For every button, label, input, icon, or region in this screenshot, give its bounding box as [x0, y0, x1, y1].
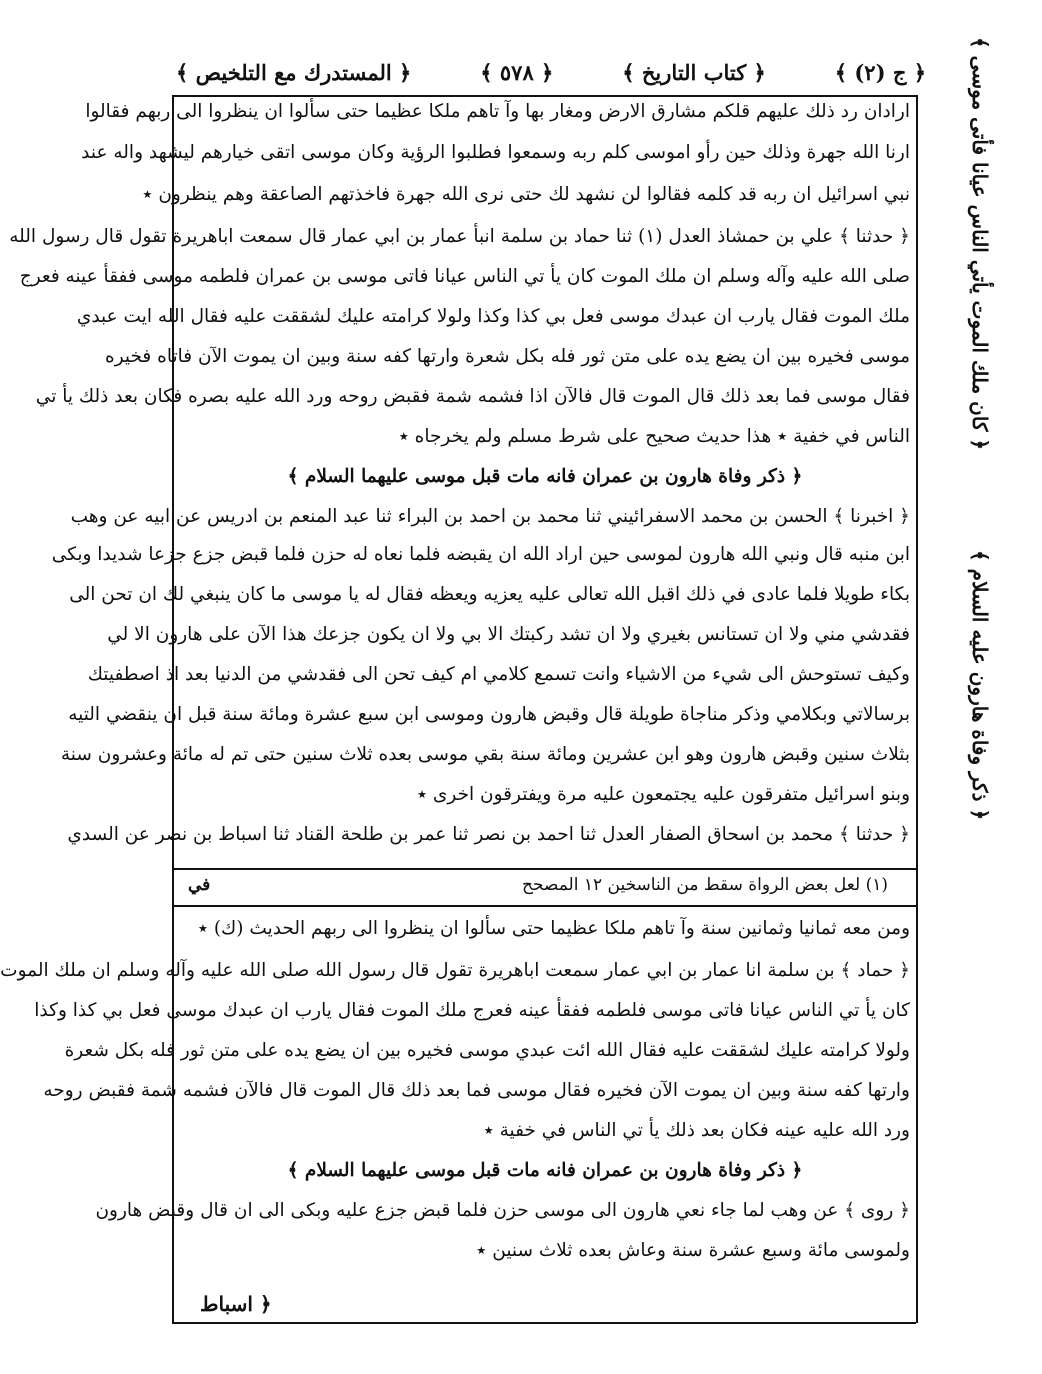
talkhis-line: كان يأ تي الناس عيانا فاتى موسى فلطمه ففقأ عينه فعرج ملك الموت فقال يارب ان عبدك موسى فعل بي كذا وكذا — [34, 1000, 910, 1021]
footnote-word: في — [188, 875, 211, 895]
main-line: فقال موسى فما بعد ذلك قال الموت قال فالآن اذا فشمه شمة فقبض روحه ورد الله عليه بصره فكان بعد ذلك يأ تي — [35, 386, 910, 407]
bottom-rule — [172, 1322, 916, 1324]
talkhis-line: وارتها كفه سنة وبين ان يموت الآن فخيره فقال موسى فما بعد ذلك قال الموت قال فالآن فشمه شمة فقبض روحه — [43, 1080, 910, 1101]
main-line: وكيف تستوحش الى شيء من الاشياء وانت تسمع كلامي ام كيف تحن الى فقدشي من الدنيا بعد اذ اصطفيتك — [87, 664, 910, 685]
talkhis-line: ولولا كرامته عليك لشققت عليه فقال الله ائت عبدي موسى فخيره بين ان يضع يده على متن ثور فله بكل شعرة — [64, 1040, 910, 1061]
section-heading: ﴿ ذكر وفاة هارون بن عمران فانه مات قبل موسى عليهما السلام ﴾ — [287, 1160, 803, 1181]
chapter-title: ﴿ كتاب التاريخ ﴾ — [622, 59, 766, 85]
main-line: بكاء طويلا فلما عادى في ذلك اقبل الله تعالى عليه يعزيه ويعظه فقال له يا موسى ما كان ينبغي لك ان تحن الى — [69, 584, 910, 605]
running-header — [176, 48, 926, 96]
margin-note: ﴿ كان ملك الموت يأتي الناس عيانا فأتى موسى ﴾ — [968, 36, 992, 450]
main-line: برسالاتي وبكلامي وذكر مناجاة طويلة قال وقبض هارون وموسى ابن سبع عشرة ومائة سنة قبل ان ينقضي التيه — [68, 704, 910, 725]
main-line: نبي اسرائيل ان ربه قد كلمه فقالوا لن نشهد لك حتى نرى الله جهرة فاخذتهم الصاعقة وهم ينظرون ٭ — [142, 184, 910, 205]
footnote — [188, 870, 888, 900]
main-line: الناس في خفية ٭ هذا حديث صحيح على شرط مسلم ولم يخرجاه ٭ — [398, 426, 910, 447]
main-line: ارنا الله جهرة وذلك حين رأو اموسى كلم ربه وسمعوا فطلبوا الرؤية وكان موسى اتقى خيارهم ليشهد واله عند — [81, 142, 910, 163]
talkhis-line: ولموسى مائة وسبع عشرة سنة وعاش بعده ثلاث سنين ٭ — [476, 1240, 910, 1261]
main-line: ملك الموت فقال يارب ان عبدك موسى فعل بي كذا وكذا ولولا كرامته عليك لشققت عليه فقال الله ايت عبدي — [76, 306, 910, 327]
main-line: وبنو اسرائيل متفرقون عليه يجتمعون عليه مرة ويفترقون اخرى ٭ — [416, 784, 910, 805]
talkhis-line: ومن معه ثمانيا وثمانين سنة وآ تاهم ملكا عظيما حتى سألوا ان ينظروا الى ربهم الحديث (ك) ٭ — [197, 918, 910, 939]
book-title: ﴿ المستدرك مع التلخيص ﴾ — [176, 59, 412, 85]
main-line: بثلاث سنين وقبض هارون وهو ابن عشرين ومائة سنة بقي موسى بعده ثلاث سنين حتى تم له مائة وعشرون سنة — [60, 744, 910, 765]
talkhis-line: ﴿ حماد ﴾ بن سلمة انا عمار بن ابي عمار سمعت اباهريرة تقول قال رسول الله صلى الله عليه وآله وسلم ان ملك الموت — [0, 960, 910, 981]
talkhis-line: ورد الله عليه عينه فكان بعد ذلك يأ تي الناس في خفية ٭ — [483, 1120, 910, 1141]
main-line: ارادان رد ذلك عليهم قلكم مشارق الارض ومغار بها وآ تاهم ملكا عظيما حتى سألوا ان ينظروا الى ربهم فقالوا — [85, 101, 910, 122]
main-line: ﴿ اخبرنا ﴾ الحسن بن محمد الاسفرائيني ثنا محمد بن احمد بن البراء ثنا عبد المنعم بن ادريس عن ابيه عن وهب — [70, 506, 910, 527]
talkhis-line: ﴿ روى ﴾ عن وهب لما جاء نعي هارون الى موسى حزن فلما قبض جزع عليه وبكى الى ان قال وقبض هارون — [95, 1200, 910, 1221]
catchword: ﴿ اسباط — [200, 1292, 272, 1316]
margin-note: ﴿ ذكر وفاة هارون عليه السلام ﴾ — [968, 549, 992, 820]
main-line: فقدشي مني ولا ان تستانس بغيري ولا ان تشد ركبتك الا بي ولا ان يكون جزعك هذا الآن على هارون الا لي — [107, 624, 910, 645]
volume-number: ﴿ ج (٢) ﴾ — [834, 59, 926, 85]
footnote-rule — [172, 905, 916, 907]
section-heading: ﴿ ذكر وفاة هارون بن عمران فانه مات قبل موسى عليهما السلام ﴾ — [287, 466, 803, 487]
page-number: ﴿ ٥٧٨ ﴾ — [480, 59, 554, 85]
main-line: ﴿ حدثنا ﴾ محمد بن اسحاق الصفار العدل ثنا احمد بن نصر ثنا عمر بن طلحة القناد ثنا اسباط بن نصر عن السدي — [67, 824, 910, 845]
main-line: ﴿ حدثنا ﴾ علي بن حمشاذ العدل (١) ثنا حماد بن سلمة انبأ عمار بن ابي عمار قال سمعت اباهريرة تقول قال رسول الله — [9, 226, 910, 247]
footnote-text: (١) لعل بعض الرواة سقط من الناسخين ١٢ المصحح — [522, 875, 888, 895]
main-line: صلى الله عليه وآله وسلم ان ملك الموت كان يأ تي الناس عيانا فاتى موسى بن عمران فلطمه موسى ففقأ عينه فعرج — [19, 266, 910, 287]
main-line: ابن منبه قال ونبي الله هارون لموسى حين اراد الله ان يقبضه فلما نعاه له حزن فلما قبض جزع جزعا شديدا وبكى — [51, 544, 910, 565]
main-line: موسى فخيره بين ان يضع يده على متن ثور فله بكل شعرة وارتها كفه سنة وبين ان يموت الآن فاتاه فخيره — [105, 346, 910, 367]
